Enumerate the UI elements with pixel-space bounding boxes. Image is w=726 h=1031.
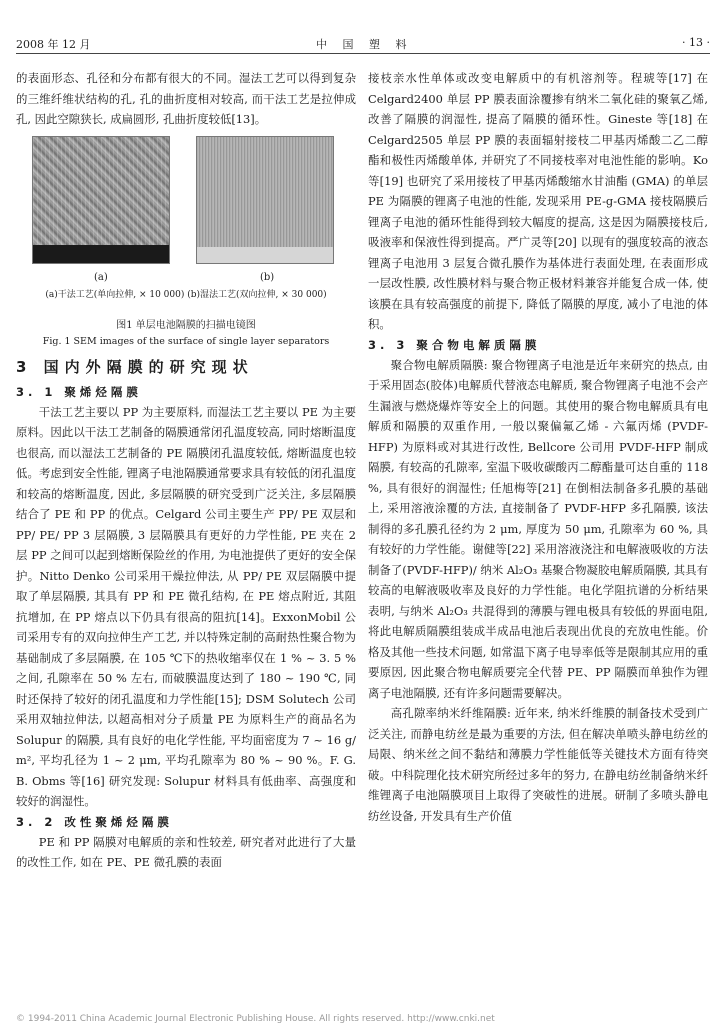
journal-name: 中 国 塑 料 xyxy=(316,38,413,51)
copyright-footer: © 1994-2011 China Academic Journal Electronic Publishing House. All rights reserved. http://www.cnki.net xyxy=(16,1014,495,1024)
figure-subcaption: (a)干法工艺(单向拉伸, × 10 000) (b)湿法工艺(双向拉伸, × 30 000) xyxy=(45,289,327,300)
paragraph-3-2: PE 和 PP 隔膜对电解质的亲和性较差, 研究者对此进行了大量的改性工作, 如在 PE、PE 微孔膜的表面 xyxy=(16,834,356,869)
right-column xyxy=(368,68,708,826)
figure-title-cn: 图1 单层电池隔膜的扫描电镜图 xyxy=(116,319,256,331)
paragraph-3-2-continued: 接枝亲水性单体或改变电解质中的有机溶剂等。程琥等[17] 在 Celgard2400 单层 PP 膜表面涂覆掺有纳米二氧化硅的聚氧乙烯, 改善了隔膜的润湿性, 提高了隔膜的循环性。Gineste 等[18] 在 Celgard2505 单层 PP 膜的表面辐射接枝二甲基丙烯酸二乙二醇酯和极性丙烯酸单体, 并研究了不同接枝率对电池性能的影响。Ko 等[19] 也研究了采用接枝了甲基丙烯酸缩水甘油酯 (GMA) 的单层 PE 为隔膜的锂离子电池的性能, 发现采用 PE-g-GMA 接枝隔膜后锂离子电池的循环性能得到较大幅度的提高, 这是因为隔膜接枝后, 吸液率和保液性得到提高。严广灵等[20] 以现有的强度较高的液态锂离子电池用 3 层复合微孔膜作为基体进行表面处理, 在表面形成一层改性膜, 改性膜材料与聚合物正极材料兼容并能复合成一体, 使该膜在具有较高强度的前提下, 降低了隔膜的厚度, 减小了电池的体积。 xyxy=(368,71,708,331)
left-column xyxy=(16,68,356,873)
figure-1 xyxy=(16,136,356,318)
section-3-title: 3 国内外隔膜的研究现状 xyxy=(16,357,254,376)
paragraph-3-3b: 高孔隙率纳米纤维隔膜: 近年来, 纳米纤维膜的制备技术受到广泛关注, 而静电纺丝是最为重要的方法, 但在解决单喷头静电纺丝的局限、纳米丝之间不黏结和薄膜力学性能低等关键技术方面有待突破。中科院理化技术研究所经过多年的努力, 在静电纺丝制备纳米纤维锂离子电池隔膜项目上取得了突破性的进展。研制了多喷头静电纺丝设备, 开发具有生产价值 xyxy=(368,706,708,823)
issue-date: 2008 年 12 月 xyxy=(16,38,91,51)
running-header xyxy=(16,36,710,54)
sem-image-a xyxy=(32,136,170,264)
figure-label-a: (a) xyxy=(94,271,108,283)
subsection-3-1-title: 3. 1 聚烯烃隔膜 xyxy=(16,384,142,399)
page-number: · 13 · xyxy=(682,36,710,49)
subsection-3-3-title: 3. 3 聚合物电解质隔膜 xyxy=(368,337,541,352)
figure-label-b: (b) xyxy=(260,271,275,283)
intro-paragraph: 的表面形态、孔径和分布都有很大的不同。湿法工艺可以得到复杂的三维纤维状结构的孔, 孔的曲折度相对较高, 而干法工艺是拉伸成孔, 因此空隙狭长, 成扁圆形, 孔曲折度较低[13]。 xyxy=(16,71,356,126)
paragraph-3-3a: 聚合物电解质隔膜: 聚合物锂离子电池是近年来研究的热点, 由于采用固态(胶体)电解质代替液态电解质, 聚合物锂离子电池不会产生漏液与燃烧爆炸等安全上的问题。其使用的聚合物电解质具有电解质和隔膜的双重作用, 一般以聚偏氟乙烯 - 六氟丙烯 (PVDF-HFP) 为原料或对其进行改性, Bellcore 公司用 PVDF-HFP 制成隔膜, 有较高的孔隙率, 室温下吸收碳酸丙二醇酯量可达自重的 118 %, 具有很好的润湿性; 任旭梅等[21] 在倒相法制备多孔膜的基础上, 采用溶液涂覆的方法, 直接制备了 PVDF-HFP 多孔隔膜, 该法制得的多孔膜孔径约为 2 μm, 厚度为 50 μm, 孔隙率为 60 %, 具有较好的力学性能。谢健等[22] 采用溶液浇注和电解液吸收的方法制备了(PVDF-HFP)/ 纳米 Al₂O₃ 基聚合物凝胶电解质隔膜, 其具有较高的电解液吸收率及良好的力学性能。电化学阻抗谱的分析结果表明, 与纳米 Al₂O₃ 共混得到的薄膜与锂电极具有较低的界面电阻, 将此电解质隔膜组装成半成品电池后表现出优良的充放电性能。价格及其他一些技术问题, 如常温下离子电导率低等是限制其应用的重要原因, 因此聚合物电解质要完全代替 PE、PP 隔膜而单独作为锂离子电池隔膜, 还有许多问题需要解决。 xyxy=(368,357,708,700)
subsection-3-2-title: 3. 2 改性聚烯烃隔膜 xyxy=(16,814,173,829)
sem-image-b xyxy=(196,136,334,264)
figure-title-en: Fig. 1 SEM images of the surface of single layer separators xyxy=(42,335,330,347)
paragraph-3-1: 干法工艺主要以 PP 为主要原料, 而湿法工艺主要以 PE 为主要原料。因此以干法工艺制备的隔膜通常闭孔温度较高, 同时熔断温度也很高, 而以湿法工艺制备的 PE 隔膜闭孔温度较低, 熔断温度也较低。考虑到安全性能, 锂离子电池隔膜通常要求具有较低的闭孔温度和较高的熔断温度, 因此, 多层隔膜的研究受到广泛关注, 多层隔膜结合了 PE 和 PP 的优点。Celgard 公司主要生产 PP/ PE 双层和 PP/ PE/ PP 3 层隔膜, 3 层隔膜具有更好的力学性能, PE 夹在 2 层 PP 之间可以起到熔断保险丝的作用, 为电池提供了更好的安全保护。Nitto Denko 公司采用干燥拉伸法, 从 PP/ PE 双层隔膜中提取了单层隔膜, 其具有 PP 和 PE 微孔结构, 在 PE 熔点附近, 其阻抗增加, 在 PP 熔点以下仍具有很高的阻抗[14]。ExxonMobil 公司采用专有的双向拉伸生产工艺, 并以特殊定制的高耐热性聚合物为基础制成了多层隔膜, 在 105 ℃下的热收缩率仅在 1 % ~ 3. 5 % 之间, 孔隙率在 50 % 左右, 而破膜温度达到了 180 ~ 190 ℃, 同时还保持了较好的闭孔温度和力学性能[15]; DSM Solutech 公司采用双轴拉伸法, 以超高相对分子质量 PE 为原料生产的商品名为 Solupur 的隔膜, 具有良好的电化学性能, 平均面密度为 7 ~ 16 g/ m², 平均孔径为 1 ~ 2 μm, 平均孔隙率为 80 % ~ 90 %。F. G. B. Obms 等[16] 研究发现: Solupur 材料具有低曲率、高强度和较好的润湿性。 xyxy=(16,404,356,808)
